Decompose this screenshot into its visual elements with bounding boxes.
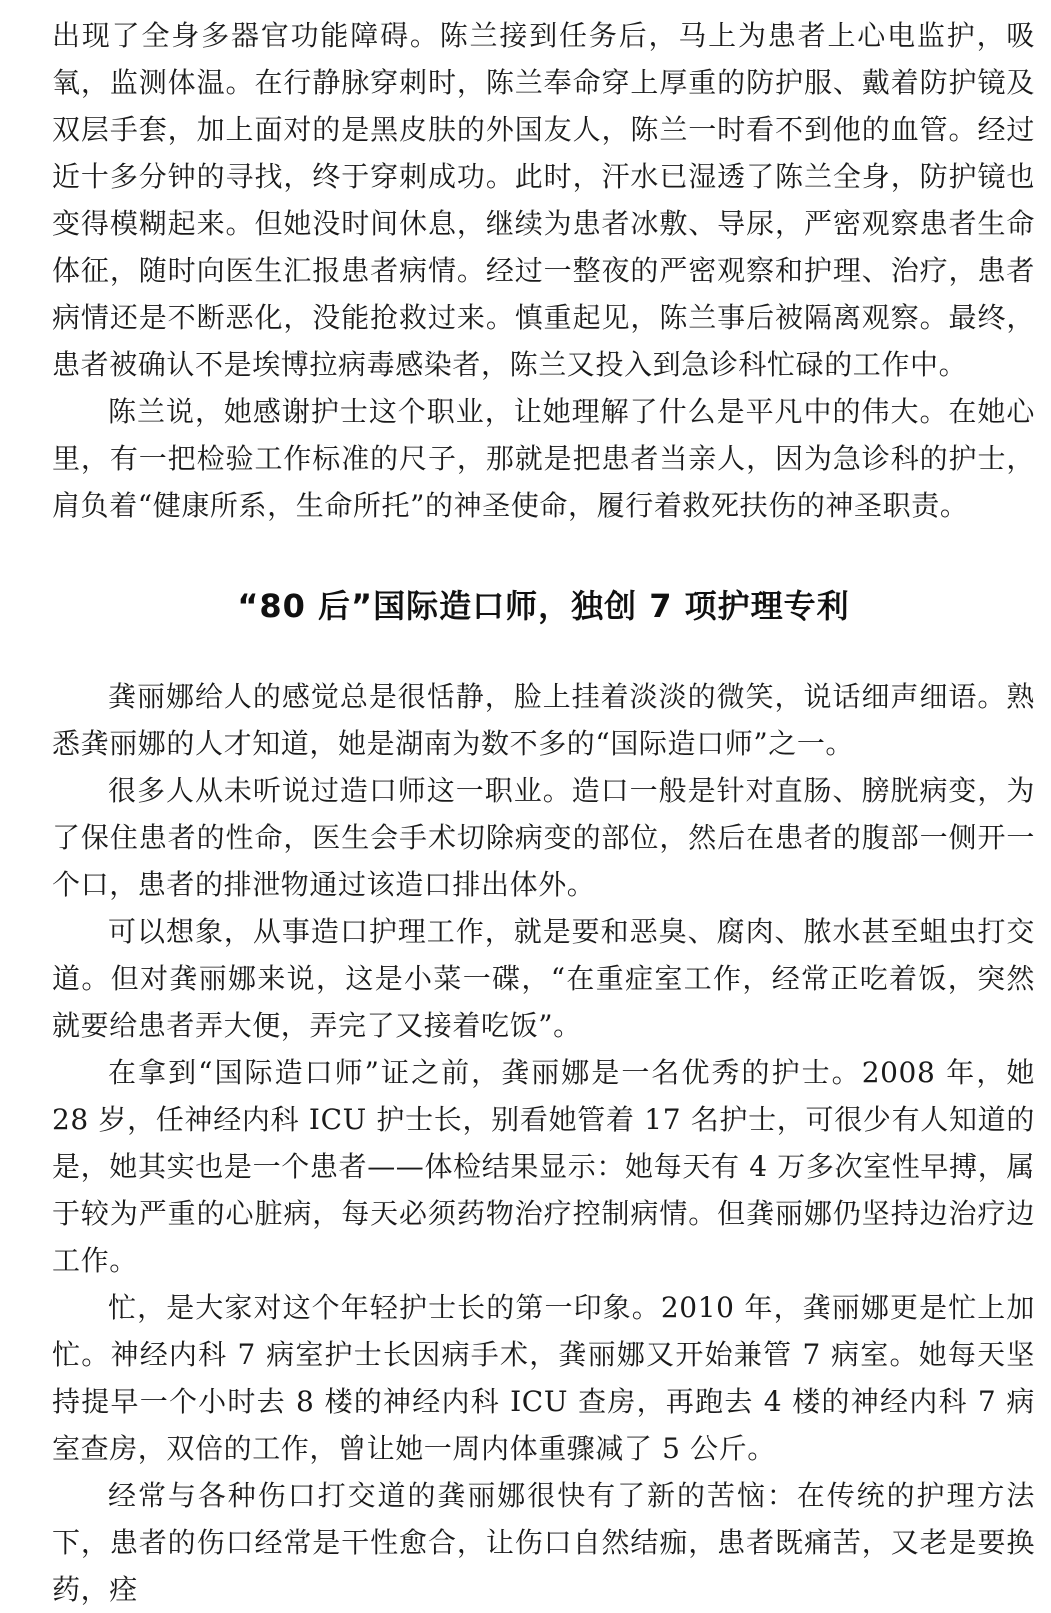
paragraph: 陈兰说，她感谢护士这个职业，让她理解了什么是平凡中的伟大。在她心里，有一把检验工作标准的尺子，那就是把患者当亲人，因为急诊科的护士，肩负着“健康所系，生命所托”的神圣使命，履行着救死扶伤的神圣职责。 [52,395,1035,522]
section-chen-lan [52,0,1035,529]
section-gong-lina [52,673,1035,1613]
paragraph: 在拿到“国际造口师”证之前，龚丽娜是一名优秀的护士。2008 年，她 28 岁，任神经内科 ICU 护士长，别看她管着 17 名护士，可很少有人知道的是，她其实也是一个患者——体检结果显示：她每天有 4 万多次室性早搏，属于较为严重的心脏病，每天必须药物治疗控制病情。但龚丽娜仍坚持边治疗边工作。 [52,1056,1035,1277]
paragraph: 出现了全身多器官功能障碍。陈兰接到任务后，马上为患者上心电监护，吸氧，监测体温。在行静脉穿刺时，陈兰奉命穿上厚重的防护服、戴着防护镜及双层手套，加上面对的是黑皮肤的外国友人，陈兰一时看不到他的血管。经过近十多分钟的寻找，终于穿刺成功。此时，汗水已湿透了陈兰全身，防护镜也变得模糊起来。但她没时间休息，继续为患者冰敷、导尿，严密观察患者生命体征，随时向医生汇报患者病情。经过一整夜的严密观察和护理、治疗，患者病情还是不断恶化，没能抢救过来。慎重起见，陈兰事后被隔离观察。最终，患者被确认不是埃博拉病毒感染者，陈兰又投入到急诊科忙碌的工作中。 [52,19,1035,381]
paragraph: 忙，是大家对这个年轻护士长的第一印象。2010 年，龚丽娜更是忙上加忙。神经内科 7 病室护士长因病手术，龚丽娜又开始兼管 7 病室。她每天坚持提早一个小时去 8 楼的神经内科 ICU 查房，再跑去 4 楼的神经内科 7 病室查房，双倍的工作，曾让她一周内体重骤减了 5 公斤。 [52,1291,1035,1465]
paragraph: 龚丽娜给人的感觉总是很恬静，脸上挂着淡淡的微笑，说话细声细语。熟悉龚丽娜的人才知道，她是湖南为数不多的“国际造口师”之一。 [52,680,1035,760]
paragraph: 很多人从未听说过造口师这一职业。造口一般是针对直肠、膀胱病变，为了保住患者的性命，医生会手术切除病变的部位，然后在患者的腹部一侧开一个口，患者的排泄物通过该造口排出体外。 [52,774,1035,901]
book-page [52,0,1035,1613]
section-heading: “80 后”国际造口师，独创 7 项护理专利 [237,587,850,625]
paragraph: 可以想象，从事造口护理工作，就是要和恶臭、腐肉、脓水甚至蛆虫打交道。但对龚丽娜来说，这是小菜一碟，“在重症室工作，经常正吃着饭，突然就要给患者弄大便，弄完了又接着吃饭”。 [52,915,1035,1042]
paragraph: 经常与各种伤口打交道的龚丽娜很快有了新的苦恼：在传统的护理方法下，患者的伤口经常是干性愈合，让伤口自然结痂，患者既痛苦，又老是要换药，痊 [52,1479,1035,1606]
